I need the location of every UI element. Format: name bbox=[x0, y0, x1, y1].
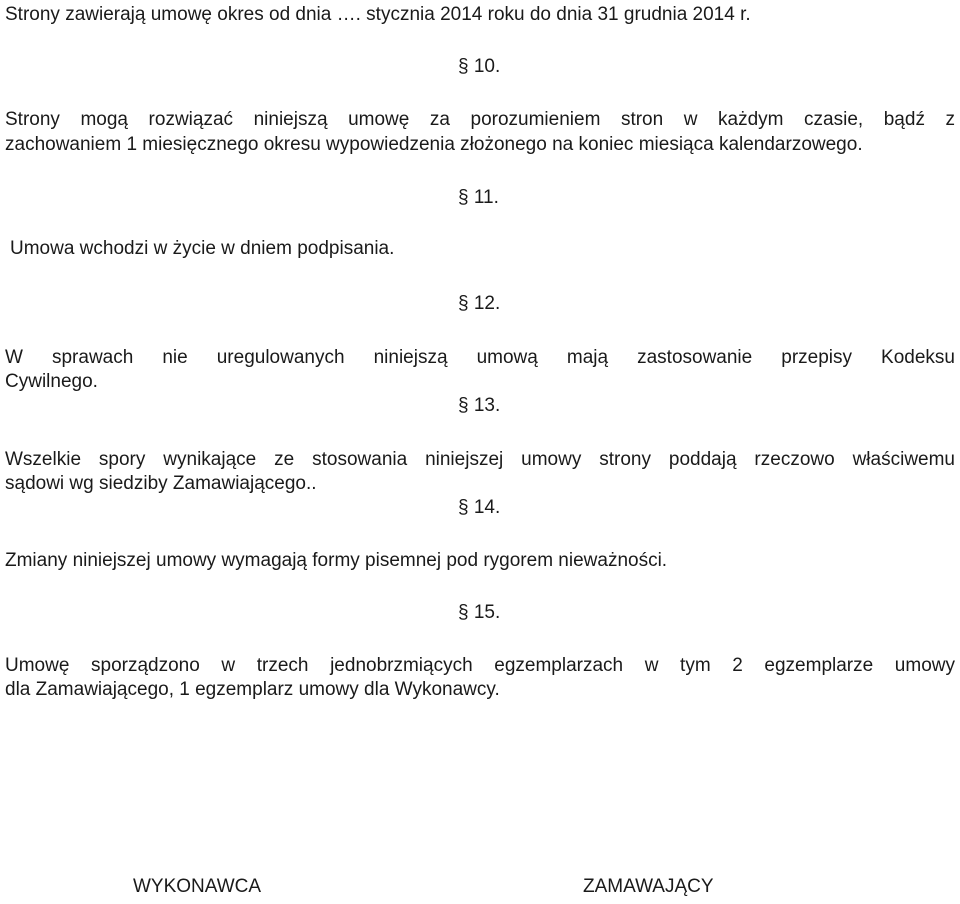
section-14-line-1: Zmiany niniejszej umowy wymagają formy pisemnej pod rygorem nieważności. bbox=[5, 550, 668, 571]
section-10-line-2: zachowaniem 1 miesięcznego okresu wypowiedzenia złożonego na koniec miesiąca kalendarzowego. bbox=[5, 134, 863, 155]
contract-period-text: Strony zawierają umowę okres od dnia …. stycznia 2014 roku do dnia 31 grudnia 2014 r. bbox=[5, 4, 751, 25]
section-13-line-2: sądowi wg siedziby Zamawiającego.. bbox=[5, 473, 317, 494]
section-14-heading: § 14. bbox=[458, 497, 501, 518]
section-15-heading: § 15. bbox=[458, 602, 501, 623]
section-15-line-1: Umowę sporządzono w trzech jednobrzmiących egzemplarzach w tym 2 egzemplarze umowy bbox=[5, 655, 955, 676]
section-13-heading: § 13. bbox=[458, 395, 501, 416]
section-10-heading: § 10. bbox=[458, 56, 501, 77]
section-11-heading: § 11. bbox=[458, 187, 499, 208]
section-12-heading: § 12. bbox=[458, 293, 501, 314]
section-15-line-2: dla Zamawiającego, 1 egzemplarz umowy dla Wykonawcy. bbox=[5, 679, 500, 700]
section-12-line-2: Cywilnego. bbox=[5, 371, 98, 392]
section-13-line-1: Wszelkie spory wynikające ze stosowania niniejszej umowy strony poddają rzeczowo właściwemu bbox=[5, 449, 955, 470]
section-10-line-1: Strony mogą rozwiązać niniejszą umowę za porozumieniem stron w każdym czasie, bądź z bbox=[5, 109, 955, 130]
signature-ordering-party: ZAMAWAJĄCY bbox=[583, 876, 714, 897]
signature-contractor: WYKONAWCA bbox=[133, 876, 262, 897]
section-11-line-1: Umowa wchodzi w życie w dniem podpisania. bbox=[10, 238, 395, 259]
section-12-line-1: W sprawach nie uregulowanych niniejszą umową mają zastosowanie przepisy Kodeksu bbox=[5, 347, 955, 368]
